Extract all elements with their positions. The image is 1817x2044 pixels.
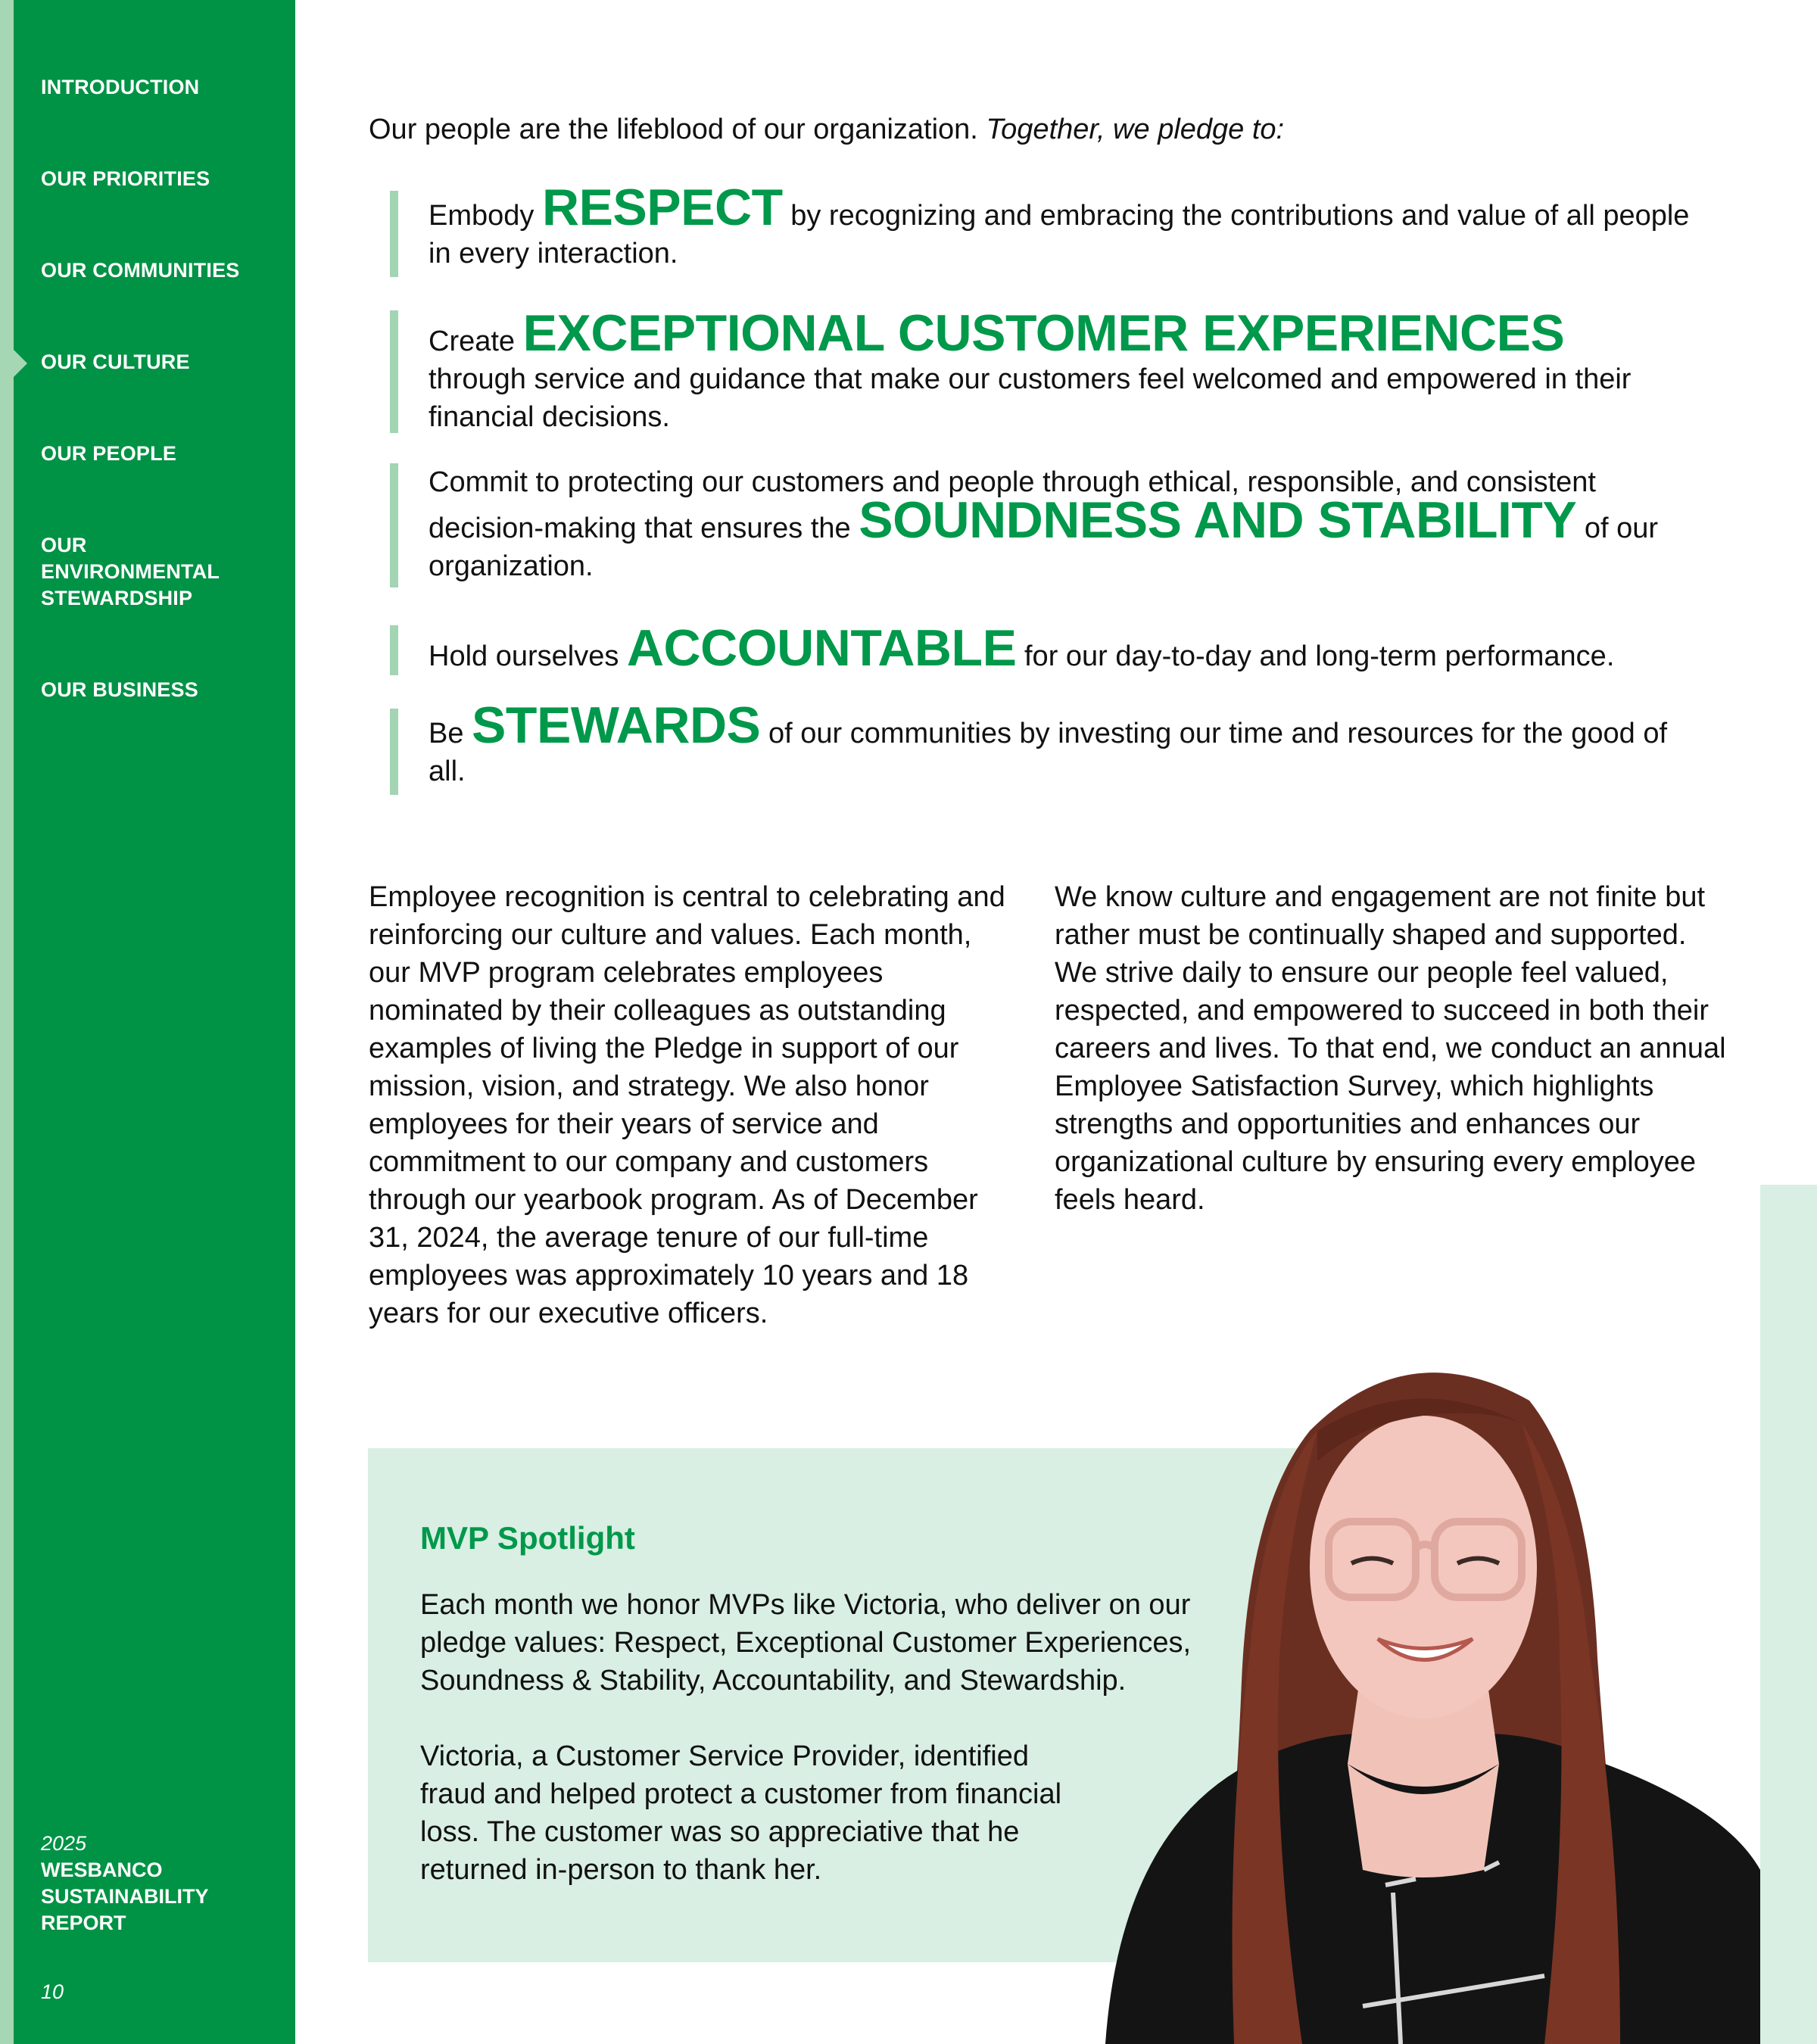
sidebar-item-our-people[interactable]: OUR PEOPLE: [41, 442, 177, 465]
sidebar-item-our-communities[interactable]: OUR COMMUNITIES: [41, 259, 240, 282]
pledge-keyword: STEWARDS: [472, 696, 761, 754]
pledge-post: for our day-to-day and long-term performance.: [1024, 640, 1615, 672]
pledge-keyword: RESPECT: [541, 179, 783, 236]
employee-photo: [1060, 1340, 1760, 2044]
active-indicator-arrow-icon: [14, 350, 27, 377]
decorative-panel: [1760, 1185, 1817, 2044]
sidebar-item-our-priorities[interactable]: OUR PRIORITIES: [41, 167, 210, 190]
sidebar-item-our-business[interactable]: OUR BUSINESS: [41, 678, 198, 701]
pledge-pre: Hold ourselves: [429, 640, 619, 672]
report-year: 2025: [41, 1832, 87, 1855]
spotlight-story: Victoria, a Customer Service Provider, identified fraud and helped protect a customer from financial loss. The customer was so appreciative that he returned in-person to thank her.: [420, 1740, 1062, 1886]
body-column-right: We know culture and engagement are not finite but rather must be continually shaped and supported. We strive daily to ensure our people feel valued, respected, and empowered to succeed in both their careers and lives. To that end, we conduct an annual Employee Satisfaction Survey, which highlights strengths and opportunities and enhances our organizational culture by ensuring every employee feels heard.: [1055, 881, 1726, 1216]
pledge-pre: Commit to protecting our customers and people through ethical, responsible, and consistent decision-making that ensures the: [429, 466, 1596, 544]
page-number: 10: [41, 1980, 64, 2003]
pledge-keyword: EXCEPTIONAL CUSTOMER EXPERIENCES: [522, 304, 1565, 362]
sidebar-item-our-culture[interactable]: OUR CULTURE: [41, 351, 190, 373]
spotlight-title: MVP Spotlight: [420, 1520, 635, 1556]
edge-strip: [0, 0, 14, 2044]
portrait-illustration-icon: [1060, 1340, 1760, 2044]
pledge-pre: Create: [429, 326, 516, 357]
report-title: WESBANCO SUSTAINABILITY REPORT: [41, 1859, 209, 1934]
pledge-accountable: [390, 619, 1692, 677]
spotlight-intro: Each month we honor MVPs like Victoria, who deliver on our pledge values: Respect, Exceptional Customer Experiences, Soundness & Stability, Accountability, and Stewardship.: [420, 1589, 1192, 1697]
pledge-post: by recognizing and embracing the contributions and value of all people in every interaction.: [429, 200, 1690, 270]
pledge-post: through service and guidance that make our customers feel welcomed and empowered in their financial decisions.: [429, 363, 1632, 433]
pledge-pre: Embody: [429, 200, 535, 232]
pledge-post: of our communities by investing our time and resources for the good of all.: [429, 718, 1668, 787]
intro-text: [369, 111, 1284, 148]
body-column-left: Employee recognition is central to celebrating and reinforcing our culture and values. Each month, our MVP program celebrates employees nominated by their colleagues as outstanding examples of living the Pledge in support of our mission, vision, and strategy. We also honor employees for their years of service and commitment to our company and customers through our yearbook program. As of December 31, 2024, the average tenure of our full-time employees was approximately 10 years and 18 years for our executive officers.: [369, 881, 1005, 1329]
sidebar-item-introduction[interactable]: INTRODUCTION: [41, 76, 200, 98]
pledge-customer-experiences: [390, 304, 1692, 433]
sidebar-nav: [14, 0, 295, 2044]
intro-lead: Our people are the lifeblood of our organization.: [369, 114, 978, 145]
pledge-stewards: [390, 696, 1692, 795]
pledge-post: of our organization.: [429, 513, 1659, 582]
pledge-respect: [390, 179, 1692, 277]
intro-emphasis: Together, we pledge to:: [986, 114, 1285, 145]
sidebar-item-our-environmental-stewardship[interactable]: OUR ENVIRONMENTAL STEWARDSHIP: [41, 534, 220, 609]
pledge-keyword: ACCOUNTABLE: [626, 619, 1017, 677]
pledge-pre: Be: [429, 718, 464, 749]
pledge-keyword: SOUNDNESS AND STABILITY: [859, 491, 1577, 549]
pledge-soundness-stability: [390, 463, 1692, 587]
